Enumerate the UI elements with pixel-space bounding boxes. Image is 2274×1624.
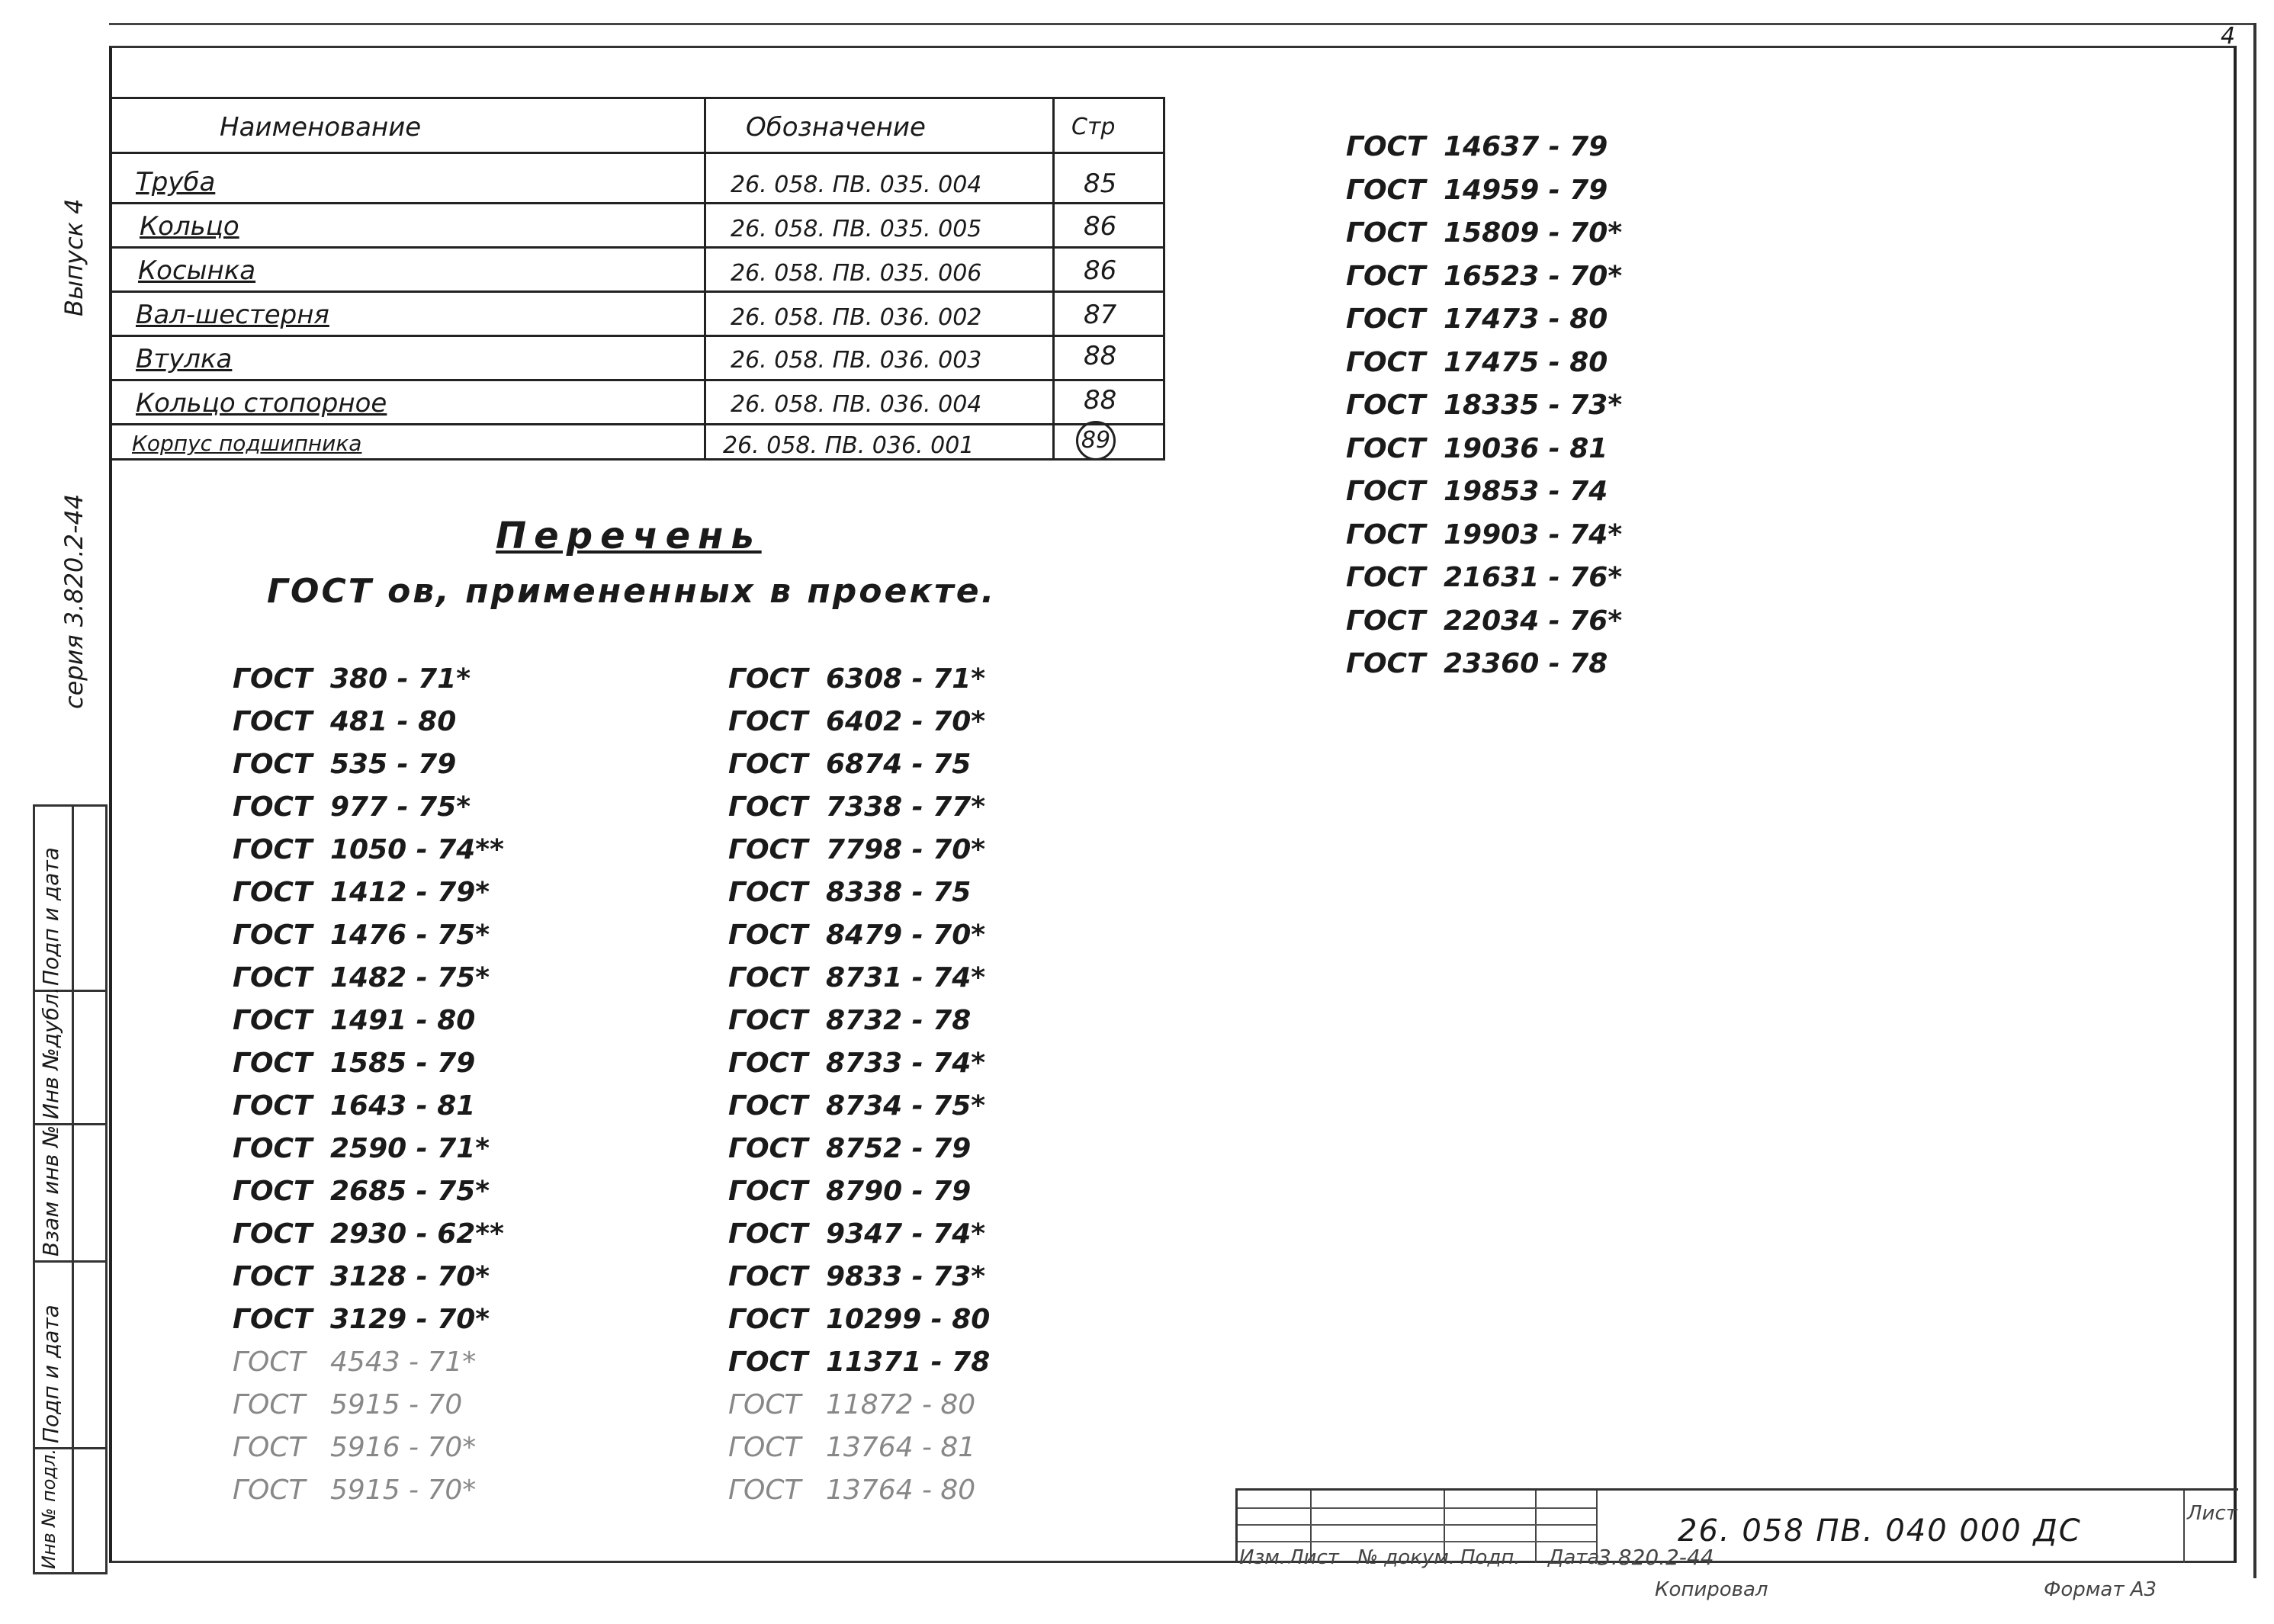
gost-entry: [1346, 476, 1608, 507]
gost-number: 17473 - 80: [1444, 303, 1608, 335]
gost-entry: [728, 749, 971, 780]
gost-prefix: ГОСТ: [233, 706, 313, 737]
gost-number: 19853 - 74: [1444, 476, 1608, 507]
gost-entry: [1346, 519, 1622, 550]
gost-entry: [728, 1176, 971, 1207]
gost-entry: [233, 962, 490, 993]
gost-number: 1412 - 79*: [330, 877, 490, 908]
row-5-designation: 26. 058. ПВ. 036. 003: [731, 347, 982, 374]
gost-number: 19036 - 81: [1444, 432, 1608, 464]
gost-prefix: ГОСТ: [728, 1176, 808, 1207]
stamp-sign-date-1: Подп и дата: [38, 847, 63, 986]
gost-number: 19903 - 74*: [1444, 518, 1623, 550]
gost-entry: [728, 1346, 990, 1378]
gost-prefix: ГОСТ: [728, 749, 808, 780]
gost-number: 8790 - 79: [826, 1176, 972, 1207]
gost-number: 8479 - 70*: [826, 920, 986, 951]
gost-entry: [728, 1090, 985, 1122]
gost-prefix: ГОСТ: [233, 749, 313, 780]
row-6-name: Кольцо стопорное: [136, 388, 387, 419]
gost-number: 1482 - 75*: [330, 962, 490, 993]
row-1-page: 85: [1084, 168, 1117, 199]
gost-entry: [233, 1005, 475, 1036]
header-designation: Обозначение: [746, 112, 926, 143]
row-4-designation: 26. 058. ПВ. 036. 002: [731, 304, 982, 331]
gost-entry: [1346, 605, 1622, 637]
gost-prefix: ГОСТ: [233, 962, 313, 993]
gost-entry: [728, 1218, 985, 1250]
gost-entry: [233, 1261, 490, 1292]
gost-prefix: ГОСТ: [1346, 605, 1426, 637]
gost-entry: [1346, 261, 1622, 292]
gost-number: 8734 - 75*: [826, 1090, 986, 1122]
gost-number: 3129 - 70*: [330, 1304, 490, 1335]
gost-number: 8338 - 75: [826, 877, 972, 908]
series-label: серия 3.820.2-44: [59, 493, 88, 709]
gost-prefix: ГОСТ: [1346, 260, 1426, 292]
gost-entry: [1346, 303, 1608, 335]
gost-number: 535 - 79: [330, 749, 457, 780]
gost-prefix: ГОСТ: [728, 962, 808, 993]
gost-entry: [233, 663, 471, 695]
gost-number: 5915 - 70*: [330, 1475, 477, 1506]
gost-number: 8732 - 78: [826, 1005, 972, 1036]
gost-number: 14959 - 79: [1444, 174, 1608, 206]
gost-entry: [728, 1304, 990, 1335]
gost-entry: [233, 1176, 490, 1207]
row-5-name: Втулка: [136, 344, 233, 374]
gost-entry: [728, 1048, 985, 1079]
gost-entry: [728, 1261, 985, 1292]
stamp-repl-inv: Взам инв №: [38, 1125, 63, 1257]
row-7-page: [1076, 421, 1116, 461]
gost-number: 2590 - 71*: [330, 1133, 490, 1164]
gost-number: 23360 - 78: [1444, 648, 1608, 679]
gost-prefix: ГОСТ: [233, 1261, 313, 1292]
right-border: [2253, 23, 2256, 1578]
gost-prefix: ГОСТ: [233, 1176, 313, 1207]
gost-number: 13764 - 81: [826, 1432, 976, 1463]
gost-number: 11371 - 78: [826, 1346, 991, 1378]
gost-number: 10299 - 80: [826, 1304, 991, 1335]
gost-entry: [233, 1304, 490, 1335]
gost-number: 481 - 80: [330, 706, 457, 737]
header-name: Наименование: [220, 112, 422, 143]
gost-entry: [233, 1389, 462, 1420]
gost-number: 22034 - 76*: [1444, 605, 1623, 637]
document-code: 26. 058 ПВ. 040 000 ДС: [1678, 1513, 2082, 1549]
row-7-page-circle: 89: [1076, 421, 1116, 461]
gost-entry: [728, 962, 985, 993]
gost-prefix: ГОСТ: [233, 1389, 306, 1420]
row-7-name: Корпус подшипника: [132, 431, 362, 456]
gost-number: 1476 - 75*: [330, 920, 490, 951]
gost-prefix: ГОСТ: [728, 1389, 801, 1420]
gost-prefix: ГОСТ: [233, 663, 313, 695]
gost-prefix: ГОСТ: [728, 663, 808, 695]
gost-entry: [233, 1133, 490, 1164]
issue-label: Выпуск 4: [59, 198, 88, 316]
gost-number: 6874 - 75: [826, 749, 972, 780]
gost-number: 380 - 71*: [330, 663, 471, 695]
gost-prefix: ГОСТ: [1346, 346, 1426, 378]
stamp-dup-inv: Инв №дубл.: [38, 987, 63, 1119]
gost-prefix: ГОСТ: [233, 1475, 306, 1506]
gost-entry: [233, 791, 471, 823]
gost-prefix: ГОСТ: [233, 834, 313, 865]
gost-prefix: ГОСТ: [728, 1218, 808, 1250]
gost-number: 9347 - 74*: [826, 1218, 986, 1250]
row-1-designation: 26. 058. ПВ. 035. 004: [731, 172, 982, 198]
gost-prefix: ГОСТ: [233, 1218, 313, 1250]
gost-entry: [233, 749, 456, 780]
tb-series: 3.820.2-44: [1598, 1545, 1714, 1570]
row-6-designation: 26. 058. ПВ. 036. 004: [731, 391, 982, 418]
gost-prefix: ГОСТ: [233, 1346, 306, 1378]
row-7-designation: 26. 058. ПВ. 036. 001: [723, 432, 975, 459]
gost-entry: [728, 1432, 975, 1463]
gost-prefix: ГОСТ: [728, 1475, 801, 1506]
gost-entry: [728, 663, 985, 695]
gost-number: 16523 - 70*: [1444, 260, 1623, 292]
gost-entry: [1346, 217, 1622, 249]
list-subtitle: ГОСТ ов, примененных в проекте.: [267, 572, 997, 611]
row-3-name: Косынка: [138, 255, 256, 286]
gost-number: 2685 - 75*: [330, 1176, 490, 1207]
tb-label-doc: № докум.: [1357, 1546, 1456, 1569]
gost-prefix: ГОСТ: [233, 1304, 313, 1335]
gost-entry: [233, 920, 490, 951]
list-title: Перечень: [496, 515, 762, 557]
gost-number: 6402 - 70*: [826, 706, 986, 737]
gost-number: 5916 - 70*: [330, 1432, 477, 1463]
header-page: Стр: [1071, 114, 1116, 140]
row-4-name: Вал-шестерня: [136, 300, 329, 330]
gost-prefix: ГОСТ: [1346, 217, 1426, 249]
gost-prefix: ГОСТ: [1346, 303, 1426, 335]
gost-entry: [233, 877, 490, 908]
gost-entry: [728, 706, 985, 737]
stamp-sign-date-2: Подп и дата: [38, 1305, 63, 1443]
gost-entry: [1346, 131, 1608, 162]
top-border: [109, 23, 2256, 25]
gost-entry: [1346, 433, 1608, 464]
gost-prefix: ГОСТ: [1346, 518, 1426, 550]
gost-entry: [728, 1005, 971, 1036]
gost-entry: [728, 877, 971, 908]
sheet-number: 4: [2221, 23, 2236, 50]
gost-prefix: ГОСТ: [728, 877, 808, 908]
gost-prefix: ГОСТ: [1346, 131, 1426, 162]
parts-table: [109, 97, 1165, 460]
gost-entry: [233, 1048, 475, 1079]
gost-number: 7338 - 77*: [826, 791, 986, 823]
tb-format: Формат А3: [2044, 1578, 2157, 1601]
gost-entry: [233, 1090, 475, 1122]
gost-prefix: ГОСТ: [728, 791, 808, 823]
gost-prefix: ГОСТ: [233, 1432, 306, 1463]
gost-prefix: ГОСТ: [728, 1261, 808, 1292]
row-5-page: 88: [1084, 341, 1117, 371]
gost-prefix: ГОСТ: [728, 1346, 808, 1378]
gost-prefix: ГОСТ: [728, 1432, 801, 1463]
gost-prefix: ГОСТ: [1346, 390, 1426, 421]
gost-entry: [1346, 175, 1608, 206]
gost-entry: [728, 1133, 971, 1164]
gost-entry: [233, 1432, 476, 1463]
gost-number: 6308 - 71*: [826, 663, 986, 695]
row-2-designation: 26. 058. ПВ. 035. 005: [731, 216, 982, 242]
tb-label-sheet: Лист: [1289, 1546, 1339, 1569]
gost-entry: [728, 791, 985, 823]
tb-label-sign: Подп.: [1460, 1546, 1521, 1569]
gost-entry: [233, 1475, 476, 1506]
row-2-name: Кольцо: [140, 211, 239, 242]
gost-prefix: ГОСТ: [1346, 648, 1426, 679]
gost-number: 8752 - 79: [826, 1133, 972, 1164]
row-2-page: 86: [1084, 211, 1117, 242]
gost-number: 14637 - 79: [1444, 131, 1608, 162]
gost-prefix: ГОСТ: [233, 791, 313, 823]
gost-number: 977 - 75*: [330, 791, 471, 823]
margin-stamp-block: [33, 804, 108, 1574]
gost-number: 17475 - 80: [1444, 346, 1608, 378]
row-6-page: 88: [1084, 385, 1117, 416]
gost-prefix: ГОСТ: [1346, 476, 1426, 507]
gost-number: 2930 - 62**: [330, 1218, 504, 1250]
stamp-orig-inv: Инв № подл.: [38, 1449, 59, 1569]
tb-sheet-label: Лист: [2187, 1502, 2237, 1525]
gost-prefix: ГОСТ: [233, 920, 313, 951]
gost-prefix: ГОСТ: [1346, 562, 1426, 593]
gost-entry: [728, 1475, 975, 1506]
gost-entry: [233, 1218, 504, 1250]
gost-prefix: ГОСТ: [728, 1090, 808, 1122]
gost-number: 3128 - 70*: [330, 1261, 490, 1292]
gost-prefix: ГОСТ: [233, 1090, 313, 1122]
gost-prefix: ГОСТ: [728, 920, 808, 951]
gost-number: 4543 - 71*: [330, 1346, 477, 1378]
gost-number: 8731 - 74*: [826, 962, 986, 993]
row-1-name: Труба: [136, 167, 216, 197]
gost-entry: [1346, 648, 1608, 679]
gost-number: 5915 - 70: [330, 1389, 463, 1420]
row-3-page: 86: [1084, 255, 1117, 286]
tb-copied: Копировал: [1655, 1578, 1768, 1601]
gost-number: 1585 - 79: [330, 1048, 476, 1079]
gost-number: 1050 - 74**: [330, 834, 504, 865]
gost-number: 1491 - 80: [330, 1005, 476, 1036]
gost-entry: [1346, 562, 1622, 593]
gost-entry: [233, 834, 504, 865]
row-3-designation: 26. 058. ПВ. 035. 006: [731, 260, 982, 287]
gost-number: 9833 - 73*: [826, 1261, 986, 1292]
gost-number: 21631 - 76*: [1444, 562, 1623, 593]
gost-prefix: ГОСТ: [233, 1048, 313, 1079]
gost-prefix: ГОСТ: [728, 1304, 808, 1335]
gost-prefix: ГОСТ: [728, 706, 808, 737]
gost-entry: [1346, 390, 1622, 421]
gost-prefix: ГОСТ: [1346, 174, 1426, 206]
tb-label-change: Изм.: [1239, 1546, 1286, 1569]
gost-number: 15809 - 70*: [1444, 217, 1623, 249]
gost-entry: [728, 1389, 975, 1420]
gost-prefix: ГОСТ: [1346, 432, 1426, 464]
gost-prefix: ГОСТ: [728, 1133, 808, 1164]
gost-entry: [233, 706, 456, 737]
gost-entry: [728, 920, 985, 951]
row-4-page: 87: [1084, 300, 1117, 330]
gost-prefix: ГОСТ: [233, 1005, 313, 1036]
gost-number: 13764 - 80: [826, 1475, 976, 1506]
gost-number: 8733 - 74*: [826, 1048, 986, 1079]
tb-label-date: Дата: [1548, 1546, 1600, 1569]
gost-number: 18335 - 73*: [1444, 390, 1623, 421]
gost-prefix: ГОСТ: [728, 1048, 808, 1079]
gost-prefix: ГОСТ: [728, 834, 808, 865]
gost-prefix: ГОСТ: [233, 1133, 313, 1164]
gost-number: 1643 - 81: [330, 1090, 476, 1122]
gost-number: 7798 - 70*: [826, 834, 986, 865]
gost-entry: [233, 1346, 476, 1378]
gost-prefix: ГОСТ: [728, 1005, 808, 1036]
gost-entry: [1346, 347, 1608, 378]
gost-prefix: ГОСТ: [233, 877, 313, 908]
gost-number: 11872 - 80: [826, 1389, 976, 1420]
gost-entry: [728, 834, 985, 865]
